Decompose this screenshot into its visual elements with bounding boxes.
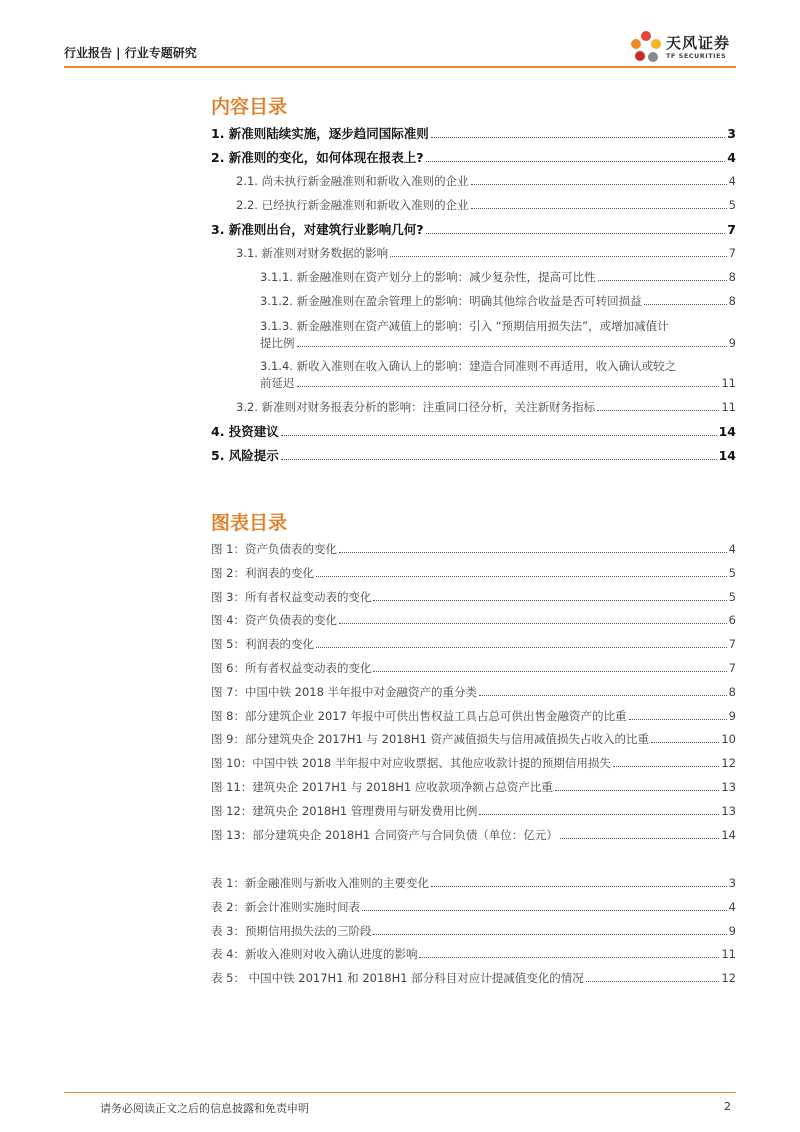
toc-item[interactable]: 1. 新准则陆续实施，逐步趋同国际准则 3 — [211, 126, 736, 141]
company-logo — [628, 28, 738, 68]
figure-list-item[interactable]: 图 13：部分建筑央企 2018H1 合同资产与合同负债（单位：亿元） 14 — [211, 827, 736, 842]
figure-list-item[interactable]: 图 4：资产负债表的变化 6 — [211, 613, 736, 628]
toc-item[interactable]: 5. 风险提示 14 — [211, 448, 736, 463]
toc-title: 内容目录 — [211, 96, 288, 118]
figure-list-item[interactable]: 图 2：利润表的变化 5 — [211, 565, 736, 580]
report-category: 行业报告 | 行业专题研究 — [64, 46, 197, 60]
toc-item[interactable]: 2.2. 已经执行新金融准则和新收入准则的企业 5 — [236, 198, 736, 212]
toc-item[interactable]: 3.1.1. 新金融准则在资产划分上的影响：减少复杂性，提高可比性 8 — [260, 270, 736, 284]
figure-list-item[interactable]: 表 2：新会计准则实施时间表 4 — [211, 899, 736, 914]
logo-flower-icon — [628, 28, 664, 68]
figure-list-item[interactable]: 表 3：预期信用损失法的三阶段 9 — [211, 923, 736, 938]
figure-list-item[interactable]: 图 11：建筑央企 2017H1 与 2018H1 应收款项净额占总资产比重 13 — [211, 780, 736, 794]
figure-list-item[interactable]: 图 9：部分建筑央企 2017H1 与 2018H1 资产减值损失与信用减值损失占收入的比重 10 — [211, 732, 736, 747]
logo-english-name: TF SECURITIES — [666, 52, 727, 60]
footer-disclaimer: 请务必阅读正文之后的信息披露和免责申明 — [100, 1102, 309, 1115]
figure-list-item[interactable]: 图 3：所有者权益变动表的变化 5 — [211, 589, 736, 604]
figure-list-item[interactable]: 图 5：利润表的变化 7 — [211, 637, 736, 652]
toc-item[interactable]: 3.1. 新准则对财务数据的影响 7 — [236, 246, 736, 260]
figures-title: 图表目录 — [211, 512, 288, 534]
toc-item[interactable]: 3. 新准则出台，对建筑行业影响几何? 7 — [211, 222, 736, 237]
toc-item[interactable]: 3.1.4. 新收入准则在收入确认上的影响：建造合同准则不再适用，收入确认或较之 前延迟 11 — [260, 359, 736, 390]
figure-list-item[interactable]: 图 7：中国中铁 2018 半年报中对金融资产的重分类 8 — [211, 684, 736, 699]
toc-item[interactable]: 3.1.3. 新金融准则在资产减值上的影响：引入 “预期信用损失法”，或增加减值计 提比例 9 — [260, 319, 736, 350]
header-divider — [64, 66, 736, 68]
figure-list-item[interactable]: 图 6：所有者权益变动表的变化 7 — [211, 661, 736, 675]
figure-list-item[interactable]: 图 8：部分建筑企业 2017 年报中可供出售权益工具占总可供出售金融资产的比重 9 — [211, 708, 736, 723]
page-number: 2 — [724, 1100, 731, 1113]
figure-list-item[interactable]: 表 5： 中国中铁 2017H1 和 2018H1 部分科目对应计提减值变化的情况 12 — [211, 971, 736, 986]
toc-item[interactable]: 3.1.2. 新金融准则在盈余管理上的影响：明确其他综合收益是否可转回损益 8 — [260, 294, 736, 308]
figure-list-item[interactable]: 表 4：新收入准则对收入确认进度的影响 11 — [211, 947, 736, 962]
toc-item[interactable]: 4. 投资建议 14 — [211, 424, 736, 439]
figure-list-item[interactable]: 图 12：建筑央企 2018H1 管理费用与研发费用比例 13 — [211, 803, 736, 818]
toc-item[interactable]: 3.2. 新准则对财务报表分析的影响：注重同口径分析，关注新财务指标 11 — [236, 400, 736, 414]
figure-list-item[interactable]: 图 1：资产负债表的变化 4 — [211, 542, 736, 556]
toc-item[interactable]: 2.1. 尚未执行新金融准则和新收入准则的企业 4 — [236, 174, 736, 188]
logo-chinese-name: 天风证券 — [666, 34, 731, 52]
figure-list-item[interactable]: 图 10：中国中铁 2018 半年报中对应收票据、其他应收款计提的预期信用损失 12 — [211, 756, 736, 771]
footer-divider — [64, 1092, 736, 1093]
figure-list-item[interactable]: 表 1：新金融准则与新收入准则的主要变化 3 — [211, 876, 736, 890]
toc-item[interactable]: 2. 新准则的变化，如何体现在报表上? 4 — [211, 150, 736, 165]
